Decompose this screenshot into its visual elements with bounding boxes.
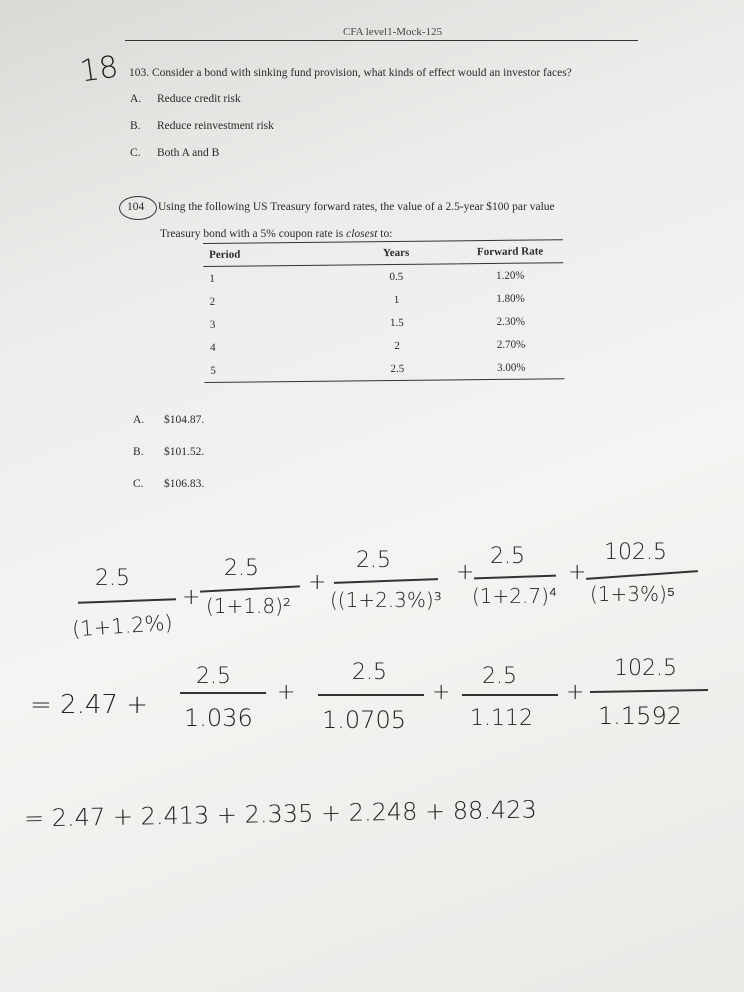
table-row: 3 1.5 2.30% <box>209 315 526 331</box>
margin-note: 18 <box>77 49 121 90</box>
plus-sign: + <box>277 680 296 705</box>
circled-question-number <box>119 196 157 220</box>
fraction-7-denominator: 1.0705 <box>322 706 406 734</box>
q104-option-b: $101.52. <box>164 446 205 458</box>
fraction-9-numerator: 102.5 <box>614 656 677 681</box>
fraction-4-numerator: 2.5 <box>490 544 525 569</box>
q103-option-b: Reduce reinvestment risk <box>157 120 274 132</box>
fraction-6-denominator: 1.036 <box>184 704 253 732</box>
plus-sign: + <box>566 680 585 705</box>
q104-stem-line1: Using the following US Treasury forward rates, the value of a 2.5-year $100 par value <box>158 201 555 213</box>
q104-option-a-letter: A. <box>133 414 145 426</box>
q103-option-b-letter: B. <box>130 120 141 132</box>
fraction-7-numerator: 2.5 <box>352 660 387 685</box>
fraction-1-denominator: (1+1.2%) <box>71 610 174 642</box>
fraction-8-numerator: 2.5 <box>482 664 517 689</box>
line-2-lead: = 2.47 + <box>30 690 148 720</box>
fraction-bar <box>318 694 424 696</box>
fraction-bar <box>200 585 300 592</box>
q104-option-c: $106.83. <box>164 478 205 490</box>
plus-sign: + <box>182 585 201 610</box>
fraction-3-denominator: ((1+2.3%)³ <box>330 588 442 612</box>
fraction-2-denominator: (1+1.8)² <box>206 594 291 618</box>
header-rule <box>125 40 638 41</box>
table-row: 2 1 1.80% <box>209 292 525 308</box>
fraction-bar <box>462 694 558 696</box>
fraction-5-denominator: (1+3%)⁵ <box>590 582 676 606</box>
header-period: Period <box>209 248 241 261</box>
fraction-1-numerator: 2.5 <box>95 566 130 591</box>
q104-option-b-letter: B. <box>133 446 144 458</box>
plus-sign: + <box>568 560 587 585</box>
fraction-bar <box>78 598 176 603</box>
handwritten-line-3: = 2.47 + 2.413 + 2.335 + 2.248 + 88.423 <box>23 795 537 833</box>
q103-option-c-letter: C. <box>130 147 141 159</box>
plus-sign: + <box>432 680 451 705</box>
fraction-8-denominator: 1.112 <box>470 706 533 731</box>
header-years: Years <box>382 246 410 260</box>
fraction-5-numerator: 102.5 <box>604 540 667 565</box>
fraction-3-numerator: 2.5 <box>356 548 391 573</box>
q103-option-a-letter: A. <box>130 93 142 105</box>
q103-stem: 103. Consider a bond with sinking fund provision, what kinds of effect would an investor faces? <box>129 67 572 79</box>
forward-rates-table <box>203 239 564 383</box>
fraction-bar <box>590 689 708 693</box>
q103-option-c: Both A and B <box>157 147 220 159</box>
q104-stem-line2: Treasury bond with a 5% coupon rate is closest to: <box>160 228 393 240</box>
header-forward-rate: Forward Rate <box>476 245 544 259</box>
table-row: 4 2 2.70% <box>210 338 526 354</box>
page-header-title: CFA level1-Mock-125 <box>343 26 443 38</box>
fraction-bar <box>586 570 698 579</box>
q103-option-a: Reduce credit risk <box>157 93 241 105</box>
q104-option-c-letter: C. <box>133 478 144 490</box>
table-row: 1 0.5 1.20% <box>209 269 525 285</box>
fraction-4-denominator: (1+2.7)⁴ <box>472 584 557 608</box>
fraction-6-numerator: 2.5 <box>196 664 231 689</box>
fraction-2-numerator: 2.5 <box>224 556 259 581</box>
fraction-9-denominator: 1.1592 <box>598 702 682 730</box>
plus-sign: + <box>308 570 327 595</box>
fraction-bar <box>180 692 266 694</box>
fraction-bar <box>474 575 556 579</box>
q104-number: 104 <box>127 201 145 213</box>
table-row: 5 2.5 3.00% <box>204 355 564 382</box>
q104-option-a: $104.87. <box>164 414 205 426</box>
fraction-bar <box>334 578 438 583</box>
plus-sign: + <box>456 560 475 585</box>
